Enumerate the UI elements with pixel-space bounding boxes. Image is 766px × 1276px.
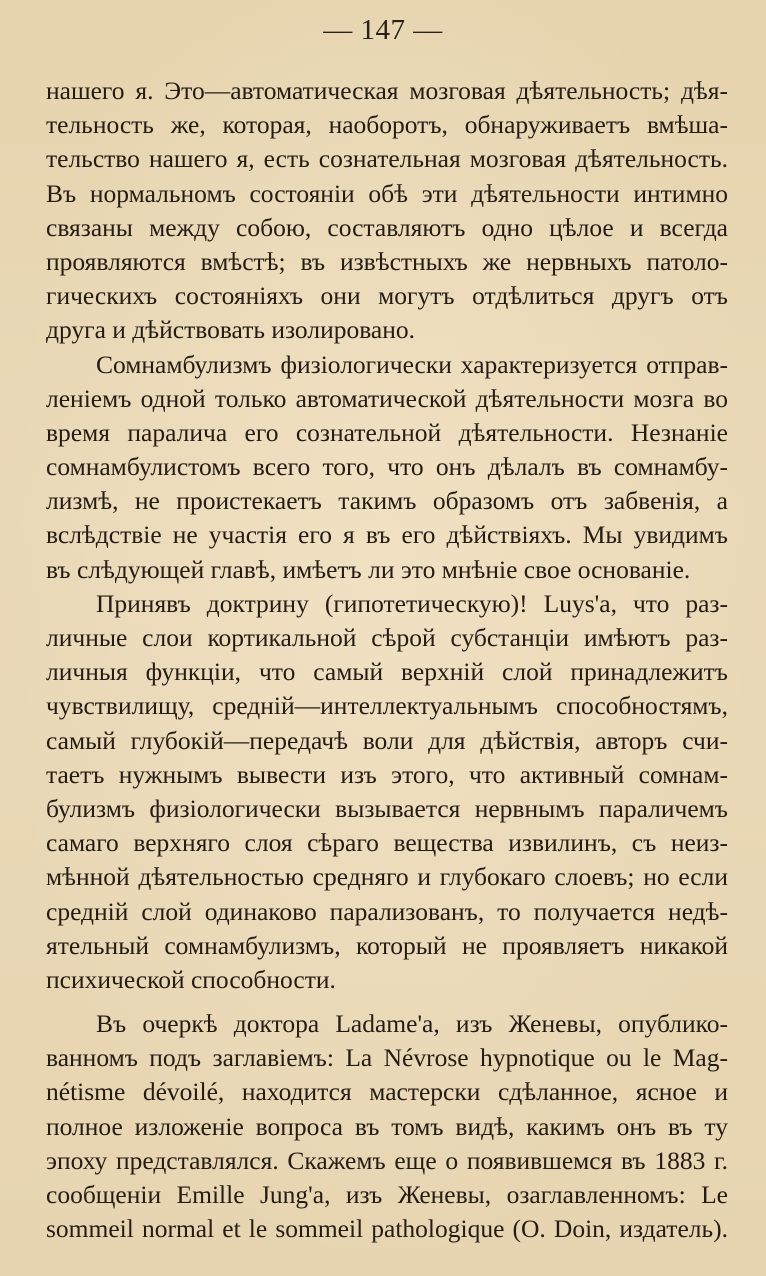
text-line: мѣнной дѣятельностью средняго и глубокаго слоевъ; но если: [46, 862, 728, 892]
text-line: Въ очеркѣ доктора Ladame'a, изъ Женевы, опублико-: [96, 1009, 728, 1039]
text-line: sommeil normal et le sommeil pathologique (O. Doin, издатель).: [46, 1214, 728, 1244]
text-line: друга и дѣйствовать изолировано.: [46, 315, 416, 345]
paragraph-2: [46, 348, 728, 587]
text-line: связаны между собою, составляютъ одно цѣлое и всегда: [46, 212, 728, 242]
text-line: ванномъ подъ заглавіемъ: La Névrose hypnotique ou le Mag-: [46, 1043, 728, 1073]
text-line: психической способности.: [46, 964, 336, 994]
text-line: сомнамбулистомъ всего того, что онъ дѣлалъ въ сомнамбу-: [46, 452, 728, 482]
text-line: время паралича его сознательной дѣятельности. Незнаніе: [46, 417, 728, 447]
text-line: Принявъ доктрину (гипотетическую)! Luys'a, что раз-: [96, 588, 728, 618]
paragraph-4: [46, 1007, 728, 1246]
text-line: средній слой одинаково парализованъ, то получается недѣ-: [46, 896, 728, 926]
text-line: таетъ нужнымъ вывести изъ этого, что активный сомнам-: [46, 759, 728, 789]
text-line: самый глубокій—передачѣ воли для дѣйствія, авторъ счи-: [46, 725, 728, 755]
text-line: нашего я. Это—автоматическая мозговая дѣятельность; дѣя-: [46, 76, 728, 105]
text-line: личные слои кортикальной сѣрой субстанціи имѣютъ раз-: [46, 623, 728, 652]
text-line: чувствилищу, средній—интеллектуальнымъ способностямъ,: [46, 691, 728, 721]
text-line: тельство нашего я, есть сознательная мозговая дѣятельность.: [46, 144, 728, 174]
text-line: булизмъ физіологически вызывается нервнымъ параличемъ: [46, 793, 728, 823]
text-line: въ слѣдующей главѣ, имѣетъ ли это мнѣніе свое основаніе.: [46, 554, 691, 584]
text-line: гическихъ состояніяхъ они могутъ отдѣлиться другъ отъ: [46, 281, 728, 311]
page-number: — 147 —: [323, 14, 443, 46]
text-line: nétisme dévoilé, находится мастерски сдѣланное, ясное и: [46, 1077, 728, 1107]
body-text: [46, 74, 728, 1246]
text-line: личныя функціи, что самый верхній слой принадлежитъ: [46, 657, 728, 687]
text-line: Сомнамбулизмъ физіологически характеризуется отправ-: [96, 349, 728, 379]
text-line: самаго верхняго слоя сѣраго вещества извилинъ, съ неиз-: [46, 828, 728, 858]
text-line: сообщеніи Emille Jung'a, изъ Женевы, озаглавленномъ: Le: [46, 1180, 728, 1209]
text-line: тельность же, которая, наоборотъ, обнаруживаетъ вмѣша-: [46, 110, 728, 140]
text-line: ятельный сомнамбулизмъ, который не проявляетъ никакой: [46, 930, 728, 960]
paragraph-3: [46, 587, 728, 997]
text-line: леніемъ одной только автоматической дѣятельности мозга во: [46, 383, 728, 413]
text-line: проявляются вмѣстѣ; въ извѣстныхъ же нервныхъ патоло-: [46, 246, 728, 276]
text-line: вслѣдствіе не участія его я въ его дѣйствіяхъ. Мы увидимъ: [46, 520, 728, 550]
paragraph-gap: [46, 997, 728, 1007]
text-line: эпоху представлялся. Скажемъ еще о появившемся въ 1883 г.: [46, 1145, 728, 1175]
text-line: полное изложеніе вопроса въ томъ видѣ, какимъ онъ въ ту: [46, 1111, 728, 1141]
paragraph-1: [46, 74, 728, 348]
text-line: лизмѣ, не проистекаетъ такимъ образомъ отъ забвенія, а: [46, 486, 728, 516]
text-line: Въ нормальномъ состояніи обѣ эти дѣятельности интимно: [46, 178, 728, 208]
